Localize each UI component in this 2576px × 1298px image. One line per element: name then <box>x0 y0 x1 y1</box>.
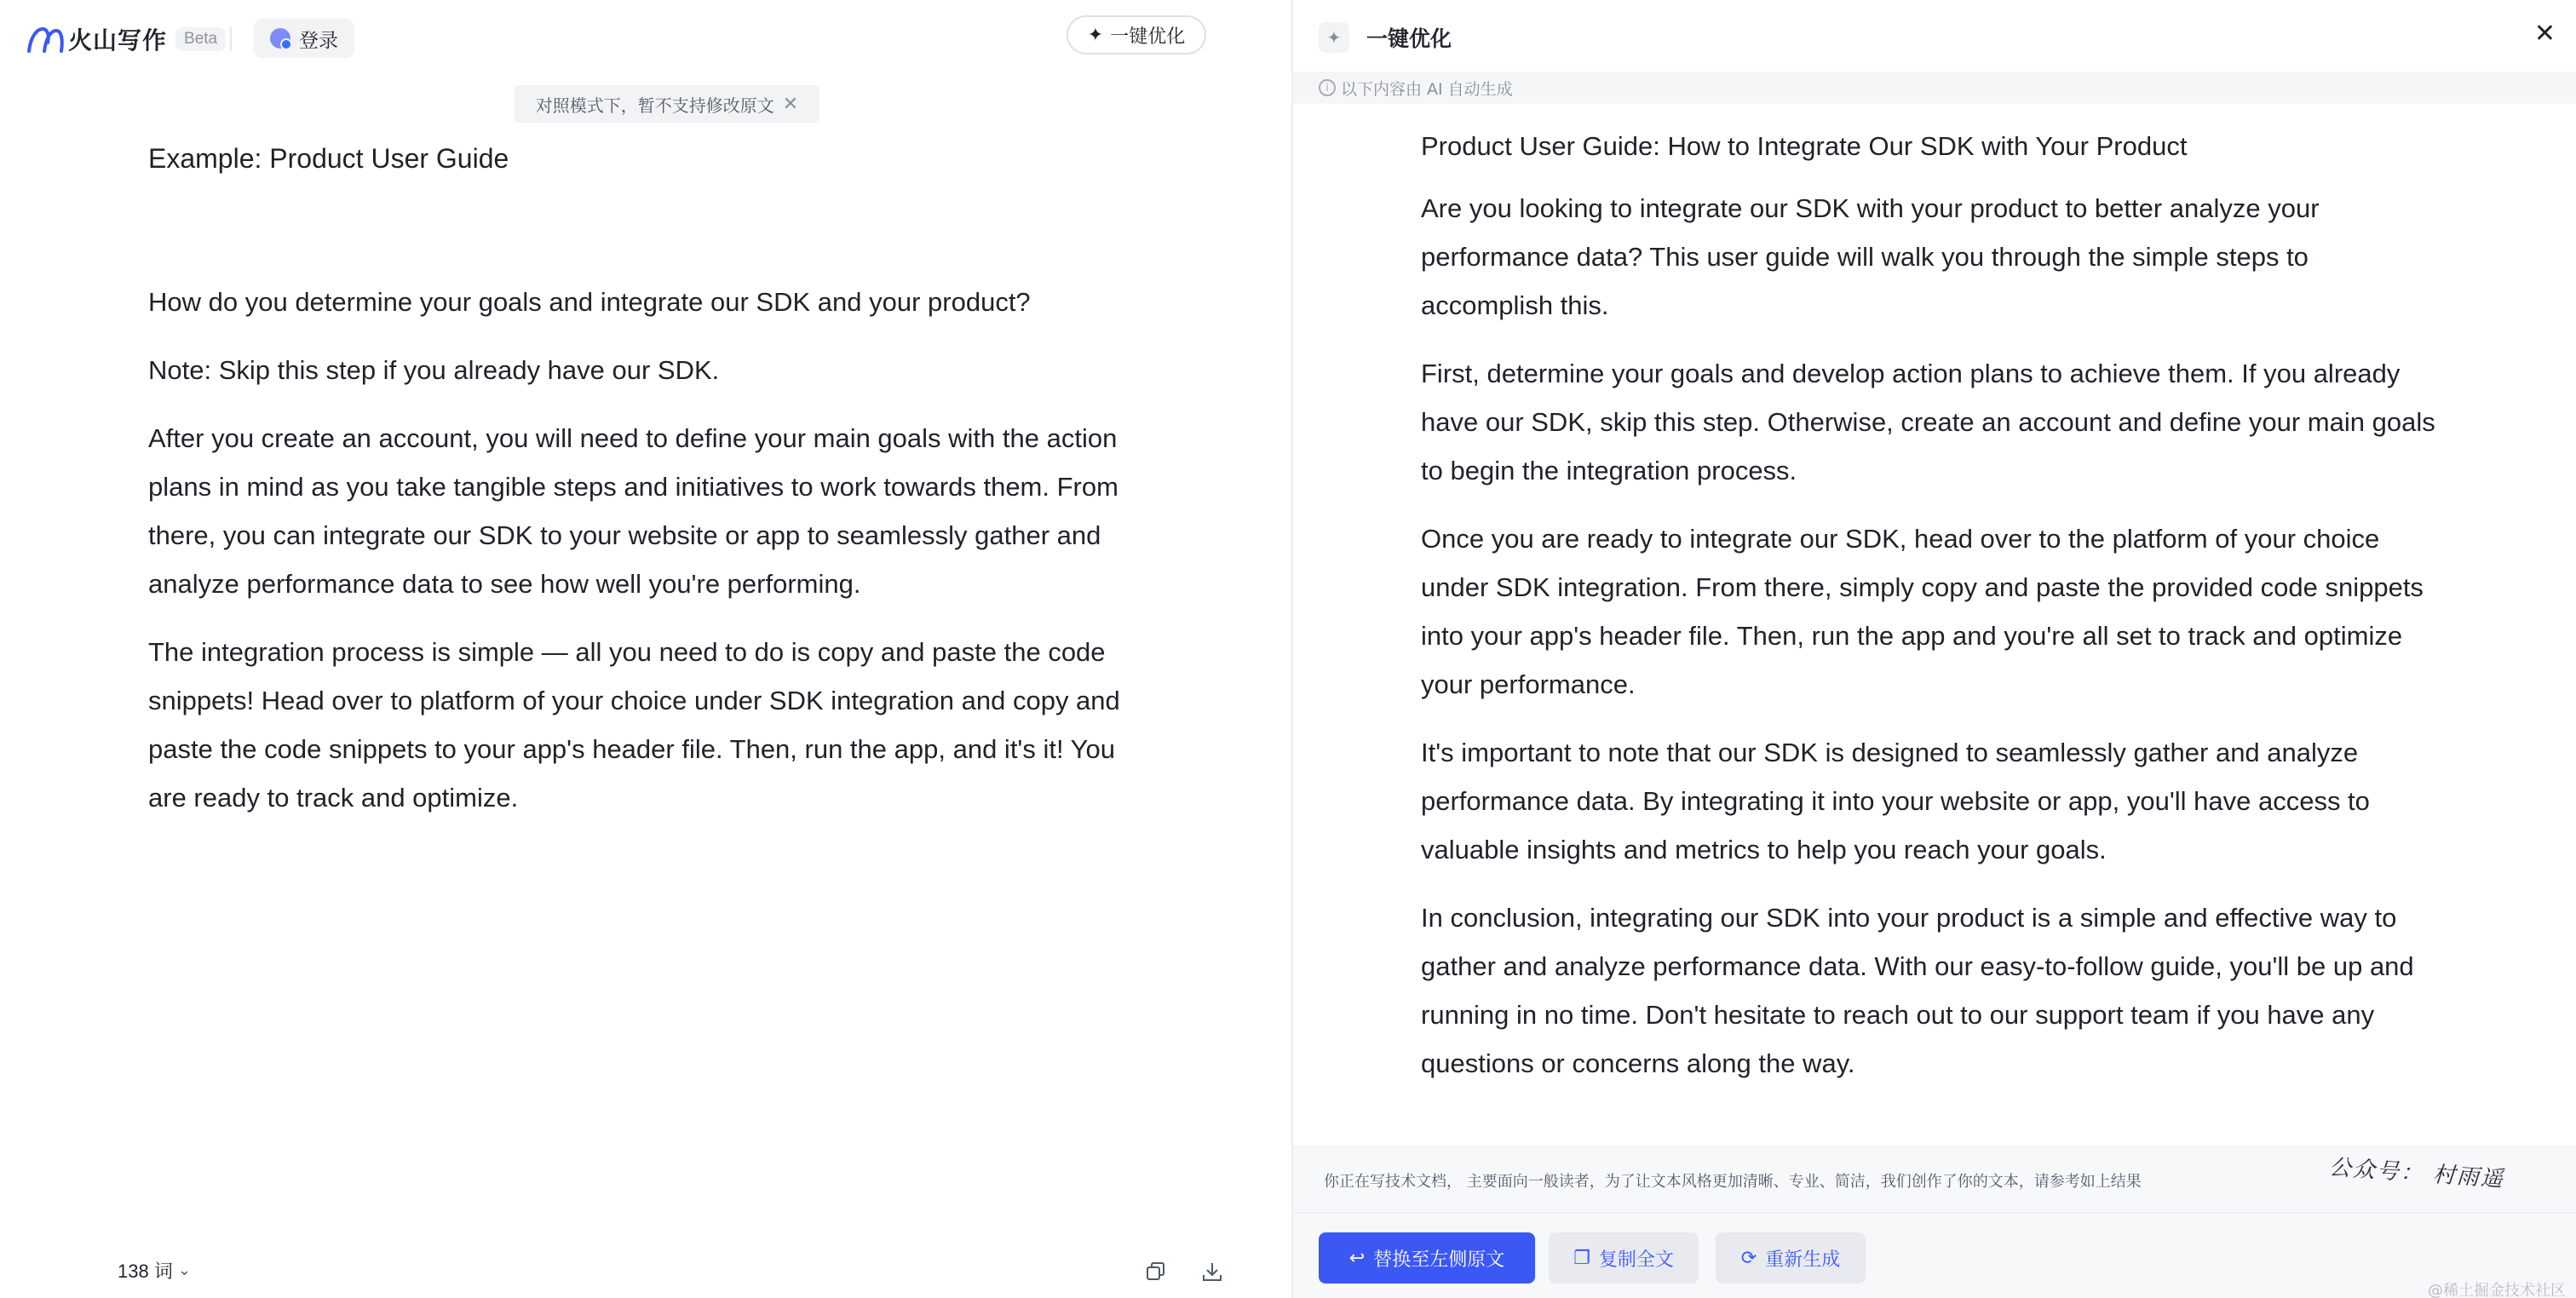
copy-all-label: 复制全文 <box>1598 1249 1674 1271</box>
word-count: 138 词 <box>118 1261 173 1282</box>
app-logo[interactable] <box>26 20 226 58</box>
optimized-document <box>1421 123 2443 1107</box>
close-icon[interactable]: ✕ <box>782 93 799 115</box>
site-credit-watermark: @稀土掘金技术社区 <box>2428 1282 2566 1298</box>
sparkle-icon: ✦ <box>1319 22 1349 53</box>
paragraph: After you create an account, you will need to define your main goals with the action plans in mind as you take tangible steps and initiatives to work towards them. From there, you can integrate our SDK to your website or app to seamlessly gather and analyze performance data to see how well you're performing. <box>148 423 1118 599</box>
optimize-panel <box>1291 0 2576 1298</box>
close-panel-icon[interactable]: ✕ <box>2533 20 2556 48</box>
paragraph: Are you looking to integrate our SDK with your product to better analyze your performance data? This user guide will walk you through the simple steps to accomplish this. <box>1421 193 2320 320</box>
optimized-title: Product User Guide: How to Integrate Our SDK with Your Product <box>1421 131 2188 161</box>
panel-title: 一键优化 <box>1366 26 1452 51</box>
replace-original-button[interactable] <box>1319 1232 1535 1284</box>
optimize-button[interactable] <box>1067 15 1206 55</box>
footer-divider <box>1293 1212 2576 1214</box>
top-bar <box>0 0 1291 77</box>
copy-all-button[interactable] <box>1549 1232 1699 1284</box>
header-divider <box>230 27 232 51</box>
paragraph: It's important to note that our SDK is designed to seamlessly gather and analyze performance data. By integrating it into your website or app, you'll have access to valuable insights and metrics to help you reach your goals. <box>1421 738 2370 864</box>
paragraph: First, determine your goals and develop action plans to achieve them. If you already have our SDK, skip this step. Otherwise, create an account and define your main goals to begin the integration process. <box>1421 359 2435 485</box>
paragraph: Note: Skip this step if you already have our SDK. <box>148 355 720 385</box>
document-title: Example: Product User Guide <box>148 143 509 174</box>
optimize-label: 一键优化 <box>1110 26 1186 48</box>
compare-mode-notice <box>515 85 819 123</box>
panel-footer <box>1293 1146 2576 1298</box>
signature-watermark: 公众号： 村雨遥 <box>2328 1154 2505 1193</box>
panel-header <box>1293 0 2576 72</box>
paragraph: The integration process is simple — all you need to do is copy and paste the code snippets! Head over to platform of your choice under SDK integration and copy and paste the code snippets to your app's header file. Then, run the app, and it's it! You are ready to track and optimize. <box>148 637 1120 813</box>
original-document <box>148 141 1153 841</box>
regenerate-label: 重新生成 <box>1765 1249 1841 1271</box>
volcano-logo-icon <box>26 22 65 56</box>
compare-notice-text: 对照模式下，暂不支持修改原文 <box>535 95 774 116</box>
app-name: 火山写作 <box>68 26 168 55</box>
optimization-summary: 你正在写技术文档， 主要面向一般读者，为了让文本风格更加清晰、专业、简洁，我们创作了你的文本，请参考如上结果 <box>1324 1173 2142 1191</box>
word-count-toggle[interactable] <box>118 1257 191 1284</box>
replace-arrow-icon: ↩ <box>1348 1247 1366 1269</box>
user-avatar-icon <box>270 28 290 49</box>
ai-note-text: 以下内容由 AI 自动生成 <box>1341 79 1513 99</box>
copy-icon: ❐ <box>1573 1247 1590 1269</box>
paragraph: Once you are ready to integrate our SDK, head over to the platform of your choice under SDK integration. From there, simply copy and paste the provided code snippets into your app's header file. Then, run the app and you're all set to track and optimize your performance. <box>1421 524 2424 699</box>
download-button[interactable] <box>1198 1257 1227 1286</box>
chevron-down-icon: ⌄ <box>177 1261 191 1278</box>
login-label: 登录 <box>299 28 338 51</box>
download-icon <box>1201 1261 1223 1283</box>
regenerate-button[interactable] <box>1716 1232 1866 1284</box>
paragraph: In conclusion, integrating our SDK into your product is a simple and effective way to gather and analyze performance data. With our easy-to-follow guide, you'll be up and running in no time. Don't hesitate to reach out to our support team if you have any questions or concerns along the way. <box>1421 903 2414 1078</box>
refresh-icon: ⟳ <box>1740 1247 1757 1269</box>
paragraph: How do you determine your goals and integrate our SDK and your product? <box>148 287 1031 317</box>
info-icon: i <box>1319 79 1336 96</box>
ai-generated-note <box>1293 72 2576 104</box>
copy-doc-button[interactable] <box>1141 1257 1170 1286</box>
copy-icon <box>1145 1261 1167 1283</box>
replace-label: 替换至左侧原文 <box>1373 1249 1505 1271</box>
login-button[interactable] <box>254 19 354 58</box>
sparkle-icon: ✦ <box>1087 24 1104 46</box>
beta-badge: Beta <box>175 27 226 51</box>
